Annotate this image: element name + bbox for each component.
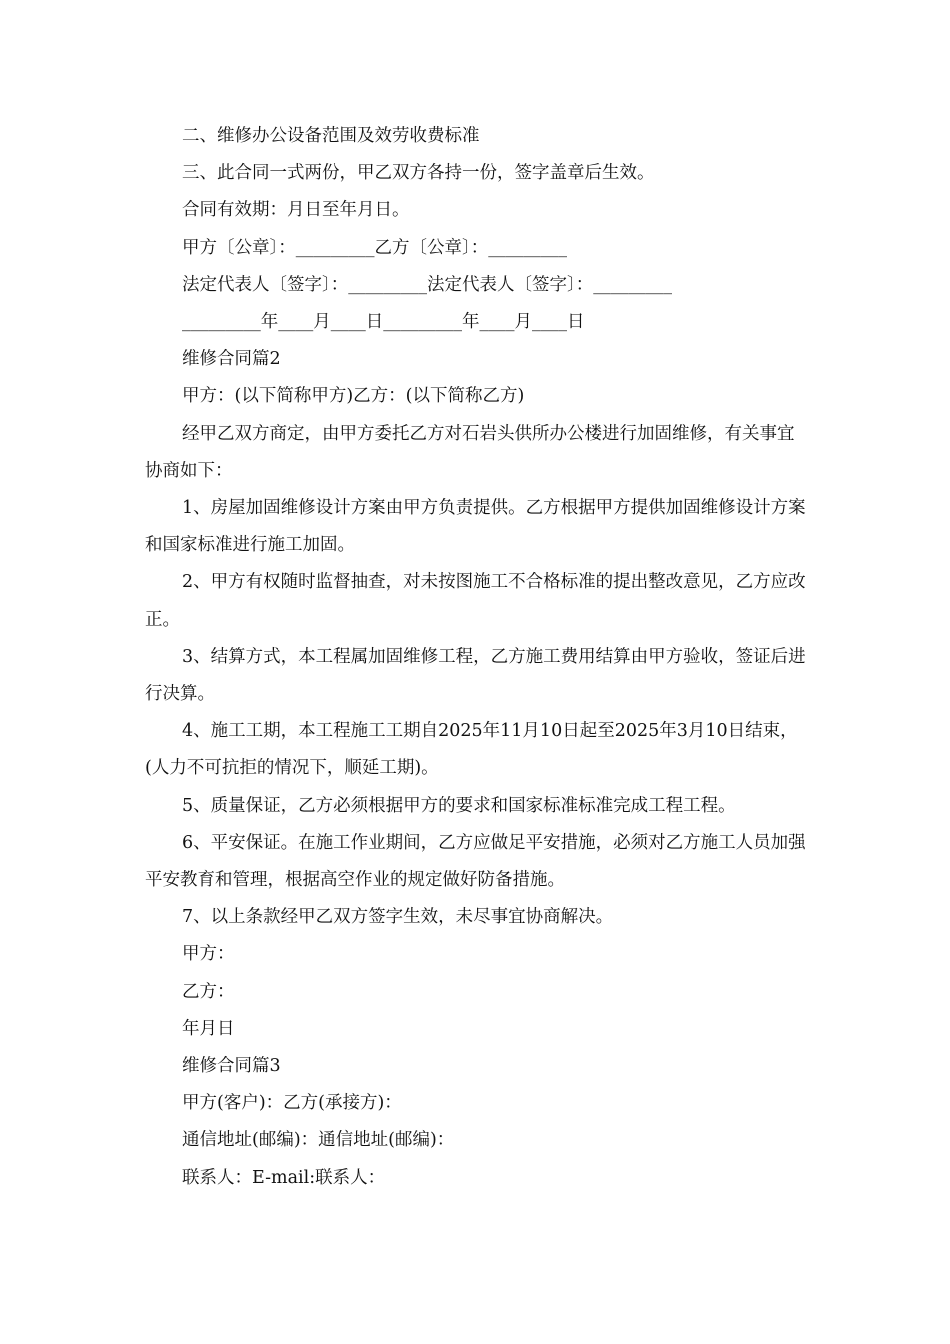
- contract-title-2: 维修合同篇2: [182, 349, 281, 370]
- address-line: 通信地址(邮编)：通信地址(邮编)：: [182, 1130, 455, 1151]
- parties-line: 甲方：(以下简称甲方)乙方：(以下简称乙方): [182, 386, 525, 407]
- seal-line: 甲方〔公章〕：_________乙方〔公章〕：_________: [182, 237, 567, 258]
- clause-3: 3、结算方式，本工程属加固维修工程，乙方施工费用结算由甲方验收，签证后进行决算。: [145, 646, 806, 705]
- party-b-signature: 乙方：: [182, 981, 235, 1002]
- clause-4: 4、施工工期，本工程施工工期自2025年11月10日起至2025年3月10日结束，(人力不可抗拒的情况下，顺延工期)。: [145, 721, 798, 779]
- clause-1: 1、房屋加固维修设计方案由甲方负责提供。乙方根据甲方提供加固维修设计方案和国家标准进行施工加固。: [145, 498, 806, 556]
- clause-7: 7、以上条款经甲乙双方签字生效，未尽事宜协商解决。: [182, 907, 614, 928]
- section-heading-service-scope: 二、维修办公设备范围及效劳收费标准: [182, 126, 480, 146]
- intro-paragraph: 经甲乙双方商定，由甲方委托乙方对石岩头供所办公楼进行加固维修，有关事宜协商如下：: [145, 423, 795, 481]
- clause-6: 6、平安保证。在施工作业期间，乙方应做足平安措施，必须对乙方施工人员加强平安教育和管理，根据高空作业的规定做好防备措施。: [145, 832, 806, 891]
- legal-representative-line: 法定代表人〔签字〕：_________法定代表人〔签字〕：_________: [182, 274, 672, 295]
- signature-date: 年月日: [182, 1018, 235, 1039]
- contact-line: 联系人：E-mail:联系人：: [182, 1167, 386, 1188]
- client-contractor-line: 甲方(客户)：乙方(承接方)：: [182, 1093, 402, 1114]
- clause-5: 5、质量保证，乙方必须根据甲方的要求和国家标准标准完成工程工程。: [182, 795, 736, 816]
- clause-copies: 三、此合同一式两份，甲乙双方各持一份，签字盖章后生效。: [182, 163, 655, 184]
- date-line: _________年____月____日_________年____月____日: [182, 312, 585, 333]
- document-body: [145, 118, 810, 1197]
- validity-period: 合同有效期：月日至年月日。: [182, 200, 410, 221]
- contract-title-3: 维修合同篇3: [182, 1056, 281, 1077]
- clause-2: 2、甲方有权随时监督抽查，对未按图施工不合格标准的提出整改意见，乙方应改正。: [145, 572, 806, 630]
- party-a-signature: 甲方：: [182, 944, 235, 965]
